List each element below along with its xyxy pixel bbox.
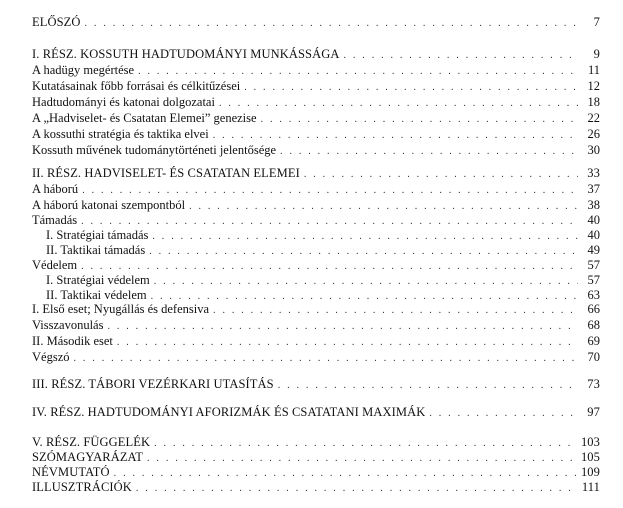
- toc-entry-title: II. Taktikai támadás: [46, 243, 146, 257]
- toc-entry: [46, 227, 600, 243]
- toc-entry-title: Végszó: [32, 350, 70, 364]
- toc-entry-page: 70: [587, 350, 600, 364]
- toc-entry-page: 12: [587, 79, 600, 93]
- toc-entry-page: 30: [587, 143, 600, 157]
- toc-entry: [32, 449, 600, 465]
- toc-entry-title: I. Stratégiai védelem: [46, 273, 150, 287]
- dot-leader: [74, 351, 579, 367]
- dot-leader: [429, 406, 578, 422]
- toc-entry-title: II. Második eset: [32, 334, 113, 348]
- toc-entry-title: IV. RÉSZ. HADTUDOMÁNYI AFORIZMÁK ÉS CSATATANI MAXIMÁK: [32, 405, 426, 419]
- toc-entry-title: II. Taktikai védelem: [46, 288, 147, 302]
- toc-entry-page: 37: [587, 182, 600, 196]
- toc-entry-title: II. RÉSZ. HADVISELET- ÉS CSATATAN ELEMEI: [32, 166, 300, 180]
- toc-entry-page: 111: [581, 480, 600, 494]
- toc-entry: [32, 257, 600, 273]
- toc-entry-title: A hadügy megértése: [32, 63, 135, 77]
- toc-entry: [32, 78, 600, 94]
- toc-entry-page: 40: [587, 213, 600, 227]
- toc-entry-page: 103: [580, 435, 600, 449]
- dot-leader: [280, 144, 578, 160]
- toc-entry-title: ELŐSZÓ: [32, 15, 81, 29]
- toc-entry-page: 66: [587, 302, 600, 316]
- toc-entry-title: Kutatásainak főbb forrásai és célkitűzései: [32, 79, 241, 93]
- toc-entry: [32, 197, 600, 213]
- toc-entry-title: Hadtudományi és katonai dolgozatai: [32, 95, 215, 109]
- toc-entry-page: 22: [587, 111, 600, 125]
- dot-leader: [278, 378, 578, 394]
- toc-entry-title: Védelem: [32, 258, 78, 272]
- toc-entry: [32, 14, 600, 30]
- toc-entry-page: 109: [580, 465, 600, 479]
- toc-entry-title: SZÓMAGYARÁZAT: [32, 450, 144, 464]
- toc-entry-title: Támadás: [32, 213, 78, 227]
- toc-entry-title: A háború katonai szempontból: [32, 198, 186, 212]
- toc-entry-page: 33: [587, 166, 600, 180]
- toc-entry-page: 18: [587, 95, 600, 109]
- toc-entry: [32, 479, 600, 495]
- toc-entry-title: A „Hadviselet- és Csatatan Elemei” genezise: [32, 111, 257, 125]
- toc-entry: [32, 317, 600, 333]
- toc-entry-title: III. RÉSZ. TÁBORI VEZÉRKARI UTASÍTÁS: [32, 377, 274, 391]
- toc-entry-page: 26: [587, 127, 600, 141]
- toc-entry: [32, 62, 600, 78]
- toc-entry-title: A háború: [32, 182, 79, 196]
- toc-entry-title: V. RÉSZ. FÜGGELÉK: [32, 435, 151, 449]
- toc-entry-title: Visszavonulás: [32, 318, 104, 332]
- toc-entry: [32, 181, 600, 197]
- toc-entry: [32, 126, 600, 142]
- toc-entry-title: I. Első eset; Nyugállás és defensiva: [32, 302, 210, 316]
- toc-entry: [46, 242, 600, 258]
- toc-entry-page: 38: [587, 198, 600, 212]
- toc-entry: [32, 110, 600, 126]
- toc-entry-page: 49: [587, 243, 600, 257]
- toc-entry-page: 69: [587, 334, 600, 348]
- toc-entry-title: I. RÉSZ. KOSSUTH HADTUDOMÁNYI MUNKÁSSÁGA: [32, 47, 340, 61]
- toc-entry-page: 57: [587, 273, 600, 287]
- toc-entry-title: ILLUSZTRÁCIÓK: [32, 480, 132, 494]
- toc-entry-title: NÉVMUTATÓ: [32, 465, 110, 479]
- toc-entry-page: 7: [593, 15, 600, 29]
- toc-entry-page: 57: [587, 258, 600, 272]
- toc-entry-page: 9: [593, 47, 600, 61]
- toc-entry-title: Kossuth művének tudománytörténeti jelentősége: [32, 143, 277, 157]
- toc-entry: [32, 464, 600, 480]
- toc-entry: [32, 46, 600, 62]
- toc-entry: [32, 333, 600, 349]
- dot-leader: [85, 16, 578, 32]
- toc-entry: [32, 404, 600, 420]
- toc-entry-title: I. Stratégiai támadás: [46, 228, 149, 242]
- toc-entry-page: 73: [587, 377, 600, 391]
- toc-entry: [32, 376, 600, 392]
- toc-entry: [32, 165, 600, 181]
- toc-entry-page: 68: [587, 318, 600, 332]
- toc-entry-page: 105: [580, 450, 600, 464]
- toc-entry: [46, 272, 600, 288]
- toc-entry-page: 97: [587, 405, 600, 419]
- toc-entry-page: 11: [587, 63, 600, 77]
- toc-entry: [32, 142, 600, 158]
- toc-entry: [32, 94, 600, 110]
- toc-entry: [32, 434, 600, 450]
- toc-entry-title: A kossuthi stratégia és taktika elvei: [32, 127, 209, 141]
- toc-entry-page: 40: [587, 228, 600, 242]
- toc-entry: [32, 349, 600, 365]
- toc-entry-page: 63: [587, 288, 600, 302]
- dot-leader: [136, 481, 578, 497]
- toc-entry: [32, 301, 600, 317]
- toc-entry: [32, 212, 600, 228]
